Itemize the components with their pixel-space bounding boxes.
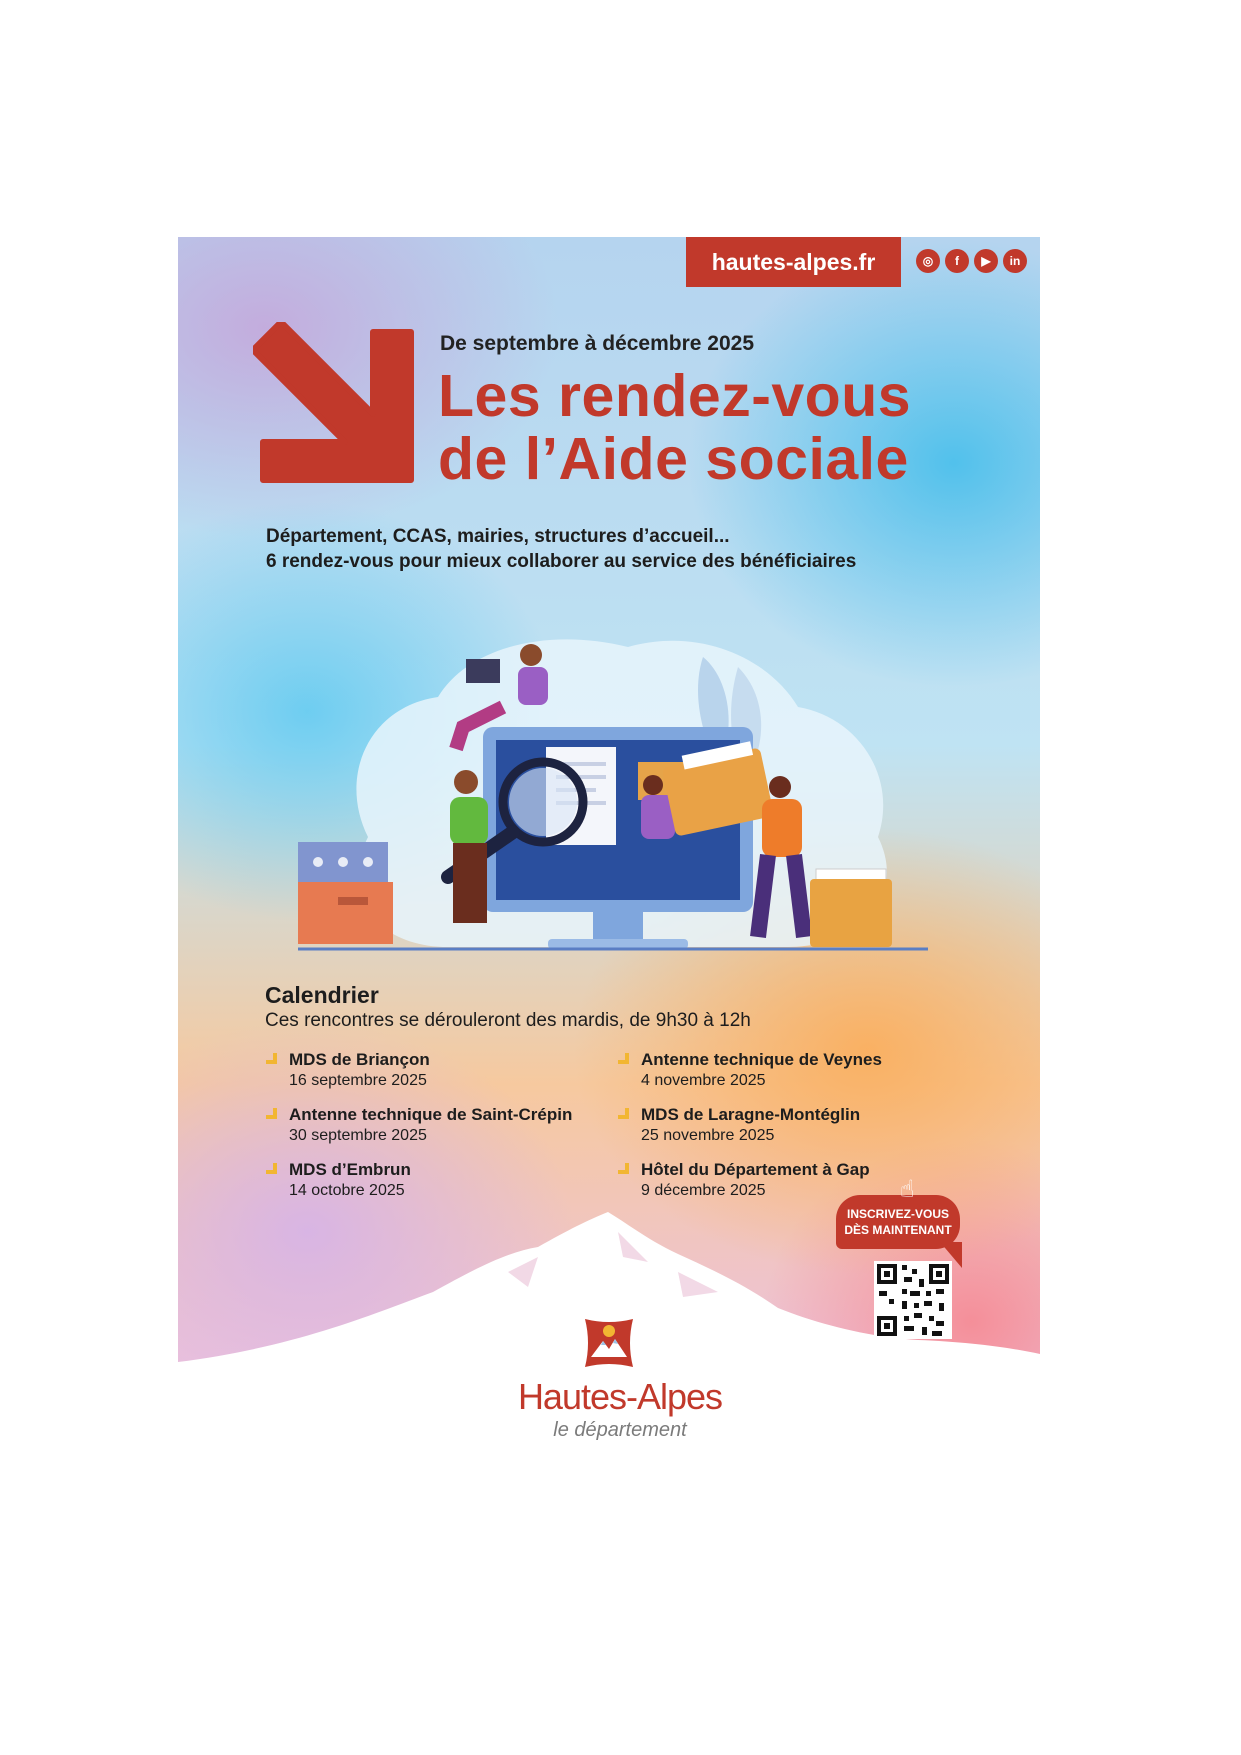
event-name: MDS d’Embrun xyxy=(289,1160,411,1179)
subtitle-line-1: Département, CCAS, mairies, structures d’accueil... xyxy=(266,526,730,547)
event-date: 25 novembre 2025 xyxy=(641,1127,775,1144)
mountain-emblem-icon xyxy=(581,1315,637,1371)
logo-name: Hautes-Alpes xyxy=(517,1376,723,1417)
list-item xyxy=(618,1104,882,1159)
event-date: 4 novembre 2025 xyxy=(641,1072,766,1089)
corner-bullet-icon xyxy=(618,1053,629,1064)
website-url[interactable]: hautes-alpes.fr xyxy=(686,237,901,287)
event-name: MDS de Briançon xyxy=(289,1050,430,1069)
social-links xyxy=(916,249,1027,273)
qr-code-icon[interactable] xyxy=(874,1261,952,1339)
calendar-title: Calendrier xyxy=(265,982,379,1008)
linkedin-icon[interactable]: in xyxy=(1003,249,1027,273)
event-name: MDS de Laragne-Montéglin xyxy=(641,1105,861,1124)
list-item xyxy=(266,1049,572,1104)
pointer-hand-icon: ☝ xyxy=(900,1175,915,1203)
cta-line-1: INSCRIVEZ-VOUS xyxy=(846,1207,949,1221)
list-item xyxy=(266,1159,572,1214)
calendar-subtitle: Ces rencontres se dérouleront des mardis, de 9h30 à 12h xyxy=(265,1010,751,1031)
date-range: De septembre à décembre 2025 xyxy=(440,332,755,355)
office-illustration xyxy=(298,617,928,977)
register-button[interactable] xyxy=(836,1195,960,1249)
events-column-right xyxy=(618,1049,882,1214)
event-name: Antenne technique de Saint-Crépin xyxy=(289,1105,573,1124)
poster xyxy=(178,237,1040,1367)
corner-bullet-icon xyxy=(618,1108,629,1119)
event-name: Antenne technique de Veynes xyxy=(641,1050,882,1069)
title-line-1: Les rendez-vous xyxy=(438,363,912,429)
events-column-left xyxy=(266,1049,572,1214)
event-date: 14 octobre 2025 xyxy=(289,1182,405,1199)
subtitle xyxy=(266,524,856,574)
arrow-down-right-icon xyxy=(253,322,423,492)
cta-line-2: DÈS MAINTENANT xyxy=(844,1223,952,1237)
corner-bullet-icon xyxy=(266,1163,277,1174)
corner-bullet-icon xyxy=(266,1108,277,1119)
subtitle-line-2: 6 rendez-vous pour mieux collaborer au service des bénéficiaires xyxy=(266,551,857,572)
logo-subtitle: le département xyxy=(553,1419,687,1441)
corner-bullet-icon xyxy=(266,1053,277,1064)
facebook-icon[interactable]: f xyxy=(945,249,969,273)
page-title xyxy=(438,365,911,491)
event-date: 9 décembre 2025 xyxy=(641,1182,766,1199)
hautes-alpes-logo xyxy=(495,1315,745,1455)
corner-bullet-icon xyxy=(618,1163,629,1174)
title-line-2: de l’Aide sociale xyxy=(438,426,909,492)
youtube-icon[interactable]: ▶ xyxy=(974,249,998,273)
instagram-icon[interactable]: ◎ xyxy=(916,249,940,273)
event-date: 30 septembre 2025 xyxy=(289,1127,427,1144)
list-item xyxy=(266,1104,572,1159)
event-date: 16 septembre 2025 xyxy=(289,1072,427,1089)
event-name: Hôtel du Département à Gap xyxy=(641,1160,870,1179)
list-item xyxy=(618,1049,882,1104)
